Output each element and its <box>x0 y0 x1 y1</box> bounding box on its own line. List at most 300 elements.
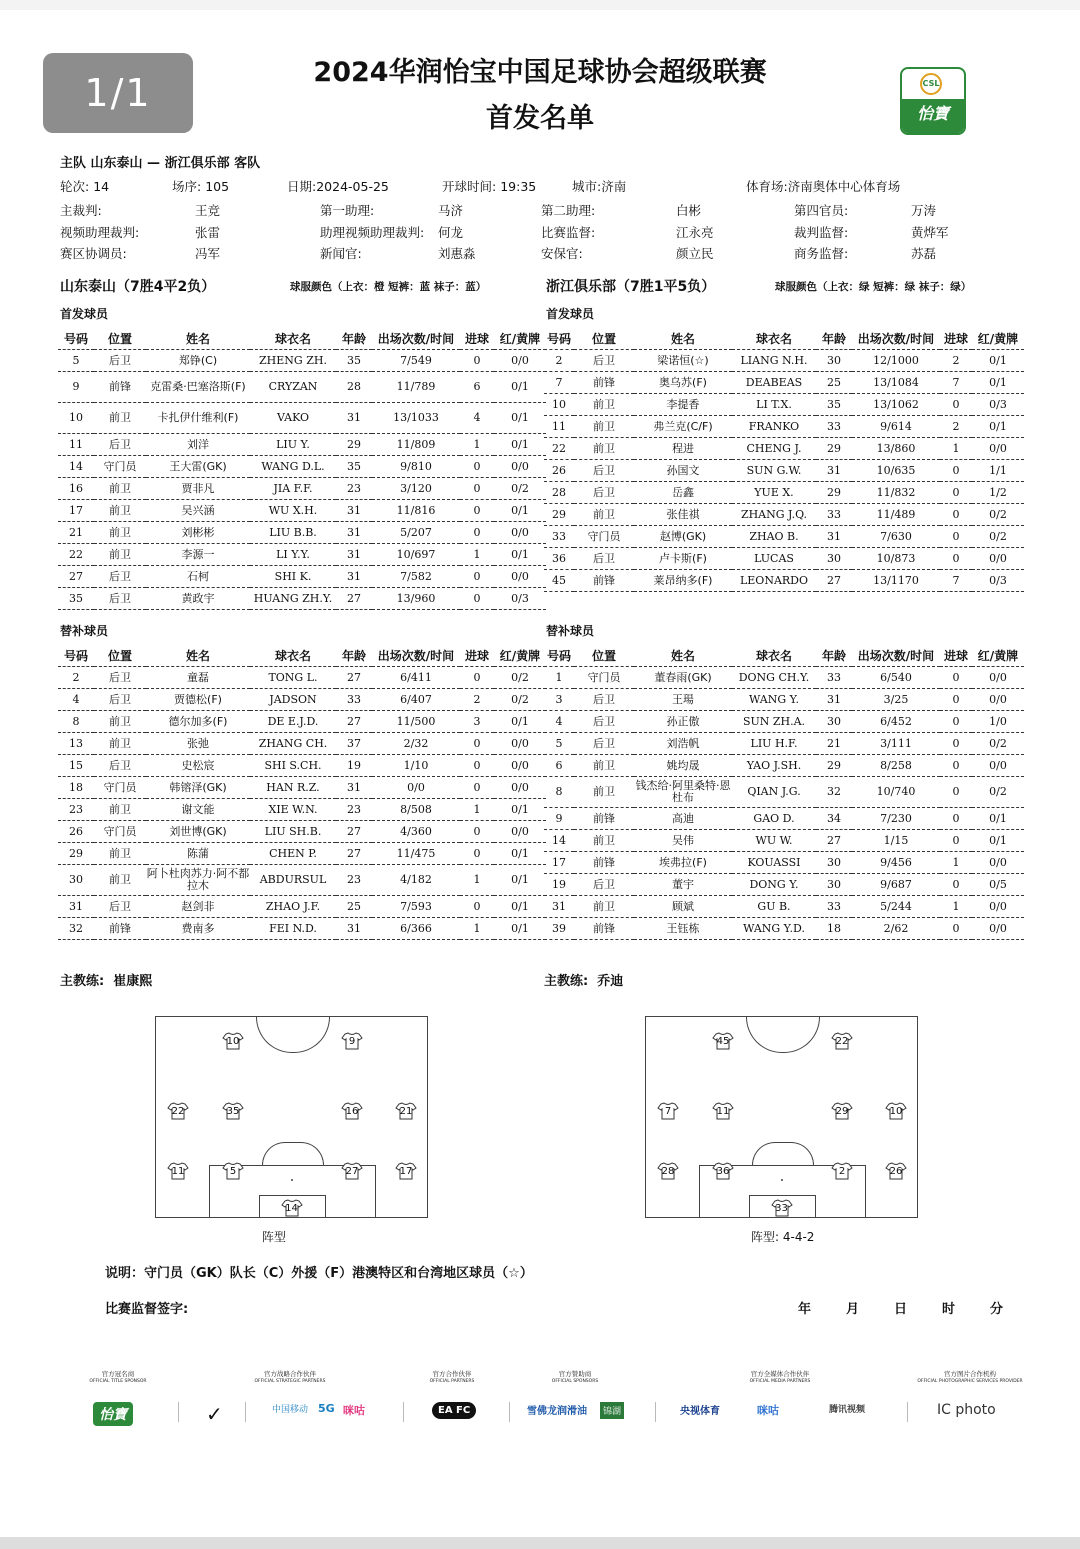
cell-age: 32 <box>816 777 852 808</box>
cell-cards: 0/0 <box>494 456 546 478</box>
table-row <box>544 711 1024 733</box>
column-header: 红/黄牌 <box>494 644 546 667</box>
table-row <box>544 350 1024 372</box>
player-shirt-icon <box>885 1162 907 1180</box>
sponsor-logo: 咪咕 <box>343 1404 365 1417</box>
table-row <box>544 394 1024 416</box>
player-shirt-number: 21 <box>399 1106 413 1117</box>
player-shirt-number: 11 <box>716 1106 730 1117</box>
player-shirt-number: 35 <box>226 1106 240 1117</box>
cell-position: 前卫 <box>574 777 634 808</box>
cell-position: 前锋 <box>574 372 634 394</box>
player-shirt-icon <box>222 1102 244 1120</box>
home-subs-heading: 替补球员 <box>60 624 109 638</box>
away-coach: 主教练: 乔迪 <box>544 974 624 989</box>
info-round: 轮次: 14 <box>60 179 110 194</box>
cell-apps: 5/244 <box>852 896 940 918</box>
cell-age: 34 <box>816 808 852 830</box>
sponsor-category <box>73 1370 163 1386</box>
player-shirt-icon <box>341 1162 363 1180</box>
column-header: 号码 <box>544 327 574 350</box>
cell-cards: 0/0 <box>972 896 1024 918</box>
cell-number: 9 <box>58 372 94 403</box>
column-header: 球衣名 <box>732 327 816 350</box>
cell-goals: 2 <box>940 350 972 372</box>
info-date: 日期:2024-05-25 <box>287 179 389 194</box>
cell-position: 守门员 <box>94 821 146 843</box>
csl-logo-wordmark: 怡寶 <box>902 99 964 133</box>
cell-shirt-name: TONG L. <box>250 667 336 689</box>
column-header: 位置 <box>574 327 634 350</box>
cell-goals: 1 <box>940 852 972 874</box>
cell-shirt-name: ABDURSUL <box>250 865 336 896</box>
cell-age: 31 <box>336 566 372 588</box>
official-label: 视频助理裁判: <box>60 225 140 240</box>
cell-age: 23 <box>336 865 372 896</box>
cell-cards: 0/2 <box>972 504 1024 526</box>
away-kit-colors: 球服颜色（上衣：绿 短裤：绿 袜子：绿） <box>775 281 972 293</box>
cell-position: 后卫 <box>94 689 146 711</box>
cell-age: 18 <box>816 918 852 940</box>
cell-number: 26 <box>58 821 94 843</box>
table-row <box>58 865 546 896</box>
cell-apps: 6/540 <box>852 667 940 689</box>
cell-position: 前卫 <box>574 394 634 416</box>
cell-goals: 0 <box>940 689 972 711</box>
cell-shirt-name: LI T.X. <box>732 394 816 416</box>
cell-goals: 0 <box>940 548 972 570</box>
sponsor-category <box>720 1370 840 1386</box>
cell-name: 德尔加多(F) <box>146 711 250 733</box>
cell-apps: 6/407 <box>372 689 460 711</box>
cell-number: 33 <box>544 526 574 548</box>
player-shirt-number: 45 <box>716 1036 730 1047</box>
official-name: 马济 <box>438 203 464 218</box>
cell-cards: 0/0 <box>494 733 546 755</box>
player-shirt-number: 33 <box>775 1203 788 1214</box>
table-row <box>544 874 1024 896</box>
cell-cards: 0/1 <box>972 350 1024 372</box>
cell-apps: 11/832 <box>852 482 940 504</box>
cell-goals: 0 <box>940 460 972 482</box>
cell-age: 33 <box>816 667 852 689</box>
sponsor-category <box>235 1370 345 1386</box>
cell-apps: 11/500 <box>372 711 460 733</box>
cell-goals: 0 <box>460 777 494 799</box>
player-shirt-number: 2 <box>838 1166 846 1177</box>
cell-number: 11 <box>58 434 94 456</box>
cell-age: 23 <box>336 478 372 500</box>
sponsor-divider <box>655 1402 656 1422</box>
column-header: 号码 <box>544 644 574 667</box>
cell-shirt-name: DEABEAS <box>732 372 816 394</box>
cell-position: 后卫 <box>574 874 634 896</box>
cell-goals: 0 <box>460 350 494 372</box>
sponsor-category-cn: 官方冠名商 <box>101 1370 135 1378</box>
cell-apps: 7/549 <box>372 350 460 372</box>
cell-name: 赵博(GK) <box>634 526 732 548</box>
cell-cards: 0/3 <box>494 588 546 610</box>
cell-name: 费南多 <box>146 918 250 940</box>
cell-name: 刘浩帆 <box>634 733 732 755</box>
player-shirt-icon <box>167 1102 189 1120</box>
cell-cards: 0/2 <box>494 667 546 689</box>
cell-name: 王瑒 <box>634 689 732 711</box>
cell-cards: 0/1 <box>494 896 546 918</box>
cell-apps: 1/10 <box>372 755 460 777</box>
cell-name: 韩镕泽(GK) <box>146 777 250 799</box>
cell-goals: 0 <box>940 711 972 733</box>
cell-goals: 0 <box>940 394 972 416</box>
cell-name: 童磊 <box>146 667 250 689</box>
sponsor-category-en: OFFICIAL SPONSORS <box>551 1379 599 1384</box>
cell-cards: 0/2 <box>972 777 1024 808</box>
table-row <box>58 500 546 522</box>
cell-position: 前锋 <box>574 570 634 592</box>
sponsor-divider <box>178 1402 179 1422</box>
table-row <box>544 416 1024 438</box>
sponsor-category-en: OFFICIAL PHOTOGRAPHIC SERVICES PROVIDER <box>917 1379 1023 1384</box>
table-row <box>544 438 1024 460</box>
cell-apps: 7/582 <box>372 566 460 588</box>
player-shirt-number: 11 <box>171 1166 185 1177</box>
cell-name: 高迪 <box>634 808 732 830</box>
cell-cards: 0/0 <box>494 522 546 544</box>
sponsor-category <box>412 1370 492 1386</box>
signature-label: 比赛监督签字: <box>105 1302 189 1317</box>
cell-position: 前卫 <box>94 733 146 755</box>
pitch-center-arc <box>256 1016 330 1053</box>
cell-apps: 3/120 <box>372 478 460 500</box>
cell-age: 27 <box>816 570 852 592</box>
cell-cards: 0/1 <box>972 830 1024 852</box>
cell-cards: 0/0 <box>972 548 1024 570</box>
official-label: 安保官: <box>541 246 583 261</box>
column-header: 号码 <box>58 644 94 667</box>
cell-age: 27 <box>816 830 852 852</box>
cell-name: 黄政宇 <box>146 588 250 610</box>
cell-age: 31 <box>336 403 372 434</box>
player-shirt-number: 16 <box>345 1106 359 1117</box>
cell-shirt-name: WANG Y.D. <box>732 918 816 940</box>
cell-goals: 0 <box>460 588 494 610</box>
cell-age: 30 <box>816 711 852 733</box>
table-row <box>58 522 546 544</box>
cell-goals: 2 <box>460 689 494 711</box>
table-row <box>58 434 546 456</box>
signature-month: 月 <box>846 1302 860 1317</box>
table-row <box>58 777 546 799</box>
player-shirt-number: 36 <box>716 1166 730 1177</box>
cell-number: 5 <box>544 733 574 755</box>
column-header: 出场次数/时间 <box>372 327 460 350</box>
sponsor-logo: 雪佛龙润滑油 <box>527 1406 587 1417</box>
cell-number: 22 <box>58 544 94 566</box>
cell-cards: 0/0 <box>972 918 1024 940</box>
cell-apps: 6/411 <box>372 667 460 689</box>
cell-name: 陈蒲 <box>146 843 250 865</box>
cell-number: 8 <box>58 711 94 733</box>
away-formation-pitch <box>645 1016 918 1218</box>
cell-apps: 11/789 <box>372 372 460 403</box>
cell-goals: 2 <box>940 416 972 438</box>
cell-number: 1 <box>544 667 574 689</box>
cell-shirt-name: HUANG ZH.Y. <box>250 588 336 610</box>
cell-number: 31 <box>544 896 574 918</box>
signature-minute: 分 <box>990 1302 1004 1317</box>
cell-cards: 0/0 <box>972 689 1024 711</box>
cell-cards: 0/1 <box>494 544 546 566</box>
cell-age: 29 <box>816 755 852 777</box>
cell-name: 石柯 <box>146 566 250 588</box>
cell-name: 李源一 <box>146 544 250 566</box>
cell-position: 前卫 <box>574 896 634 918</box>
cell-goals: 1 <box>940 438 972 460</box>
cell-apps: 9/687 <box>852 874 940 896</box>
official-label: 助理视频助理裁判: <box>320 225 425 240</box>
column-header: 姓名 <box>634 644 732 667</box>
home-team-record: 山东泰山（7胜4平2负） <box>60 279 216 295</box>
table-header-row <box>58 327 546 350</box>
cell-position: 后卫 <box>574 733 634 755</box>
cell-shirt-name: SHI S.CH. <box>250 755 336 777</box>
sponsor-logo: EA FC <box>432 1402 476 1419</box>
cell-shirt-name: SUN G.W. <box>732 460 816 482</box>
cell-apps: 10/873 <box>852 548 940 570</box>
sponsor-logo: 咪咕 <box>757 1404 779 1417</box>
cell-cards: 0/0 <box>494 755 546 777</box>
cell-cards: 0/0 <box>972 667 1024 689</box>
cell-position: 前卫 <box>94 843 146 865</box>
cell-age: 28 <box>336 372 372 403</box>
player-shirt-icon <box>771 1199 793 1217</box>
table-row <box>58 566 546 588</box>
cell-position: 前卫 <box>94 403 146 434</box>
cell-number: 21 <box>58 522 94 544</box>
cell-goals: 0 <box>460 522 494 544</box>
player-shirt-icon <box>167 1162 189 1180</box>
cell-name: 董宇 <box>634 874 732 896</box>
cell-apps: 9/614 <box>852 416 940 438</box>
cell-goals: 0 <box>940 830 972 852</box>
cell-age: 37 <box>336 733 372 755</box>
away-starters-heading: 首发球员 <box>546 307 595 321</box>
cell-number: 4 <box>544 711 574 733</box>
cell-number: 45 <box>544 570 574 592</box>
cell-position: 前卫 <box>94 711 146 733</box>
column-header: 进球 <box>460 644 494 667</box>
cell-apps: 1/15 <box>852 830 940 852</box>
away-subs-heading: 替补球员 <box>546 624 595 638</box>
player-shirt-icon <box>831 1032 853 1050</box>
cell-goals: 0 <box>940 733 972 755</box>
cell-apps: 13/1062 <box>852 394 940 416</box>
cell-number: 10 <box>544 394 574 416</box>
cell-goals: 0 <box>460 896 494 918</box>
cell-age: 31 <box>336 522 372 544</box>
cell-position: 后卫 <box>574 482 634 504</box>
home-starters-heading: 首发球员 <box>60 307 109 321</box>
cell-name: 王钰栋 <box>634 918 732 940</box>
cell-apps: 7/230 <box>852 808 940 830</box>
cell-age: 30 <box>816 852 852 874</box>
cell-apps: 11/475 <box>372 843 460 865</box>
column-header: 位置 <box>574 644 634 667</box>
player-shirt-number: 14 <box>285 1203 298 1214</box>
official-name: 万涛 <box>911 203 937 218</box>
cell-name: 岳鑫 <box>634 482 732 504</box>
cell-cards: 1/1 <box>972 460 1024 482</box>
table-row <box>544 689 1024 711</box>
cell-shirt-name: YUE X. <box>732 482 816 504</box>
official-name: 白彬 <box>676 203 702 218</box>
cell-age: 31 <box>816 460 852 482</box>
cell-goals: 0 <box>460 843 494 865</box>
table-row <box>544 755 1024 777</box>
cell-shirt-name: SHI K. <box>250 566 336 588</box>
cell-cards: 0/2 <box>972 733 1024 755</box>
cell-cards: 1/2 <box>972 482 1024 504</box>
cell-shirt-name: LEONARDO <box>732 570 816 592</box>
cell-cards: 0/0 <box>494 566 546 588</box>
cell-shirt-name: ZHAO B. <box>732 526 816 548</box>
table-row <box>544 482 1024 504</box>
cell-apps: 7/593 <box>372 896 460 918</box>
cell-position: 后卫 <box>574 711 634 733</box>
cell-apps: 7/630 <box>852 526 940 548</box>
column-header: 年龄 <box>816 644 852 667</box>
cell-cards: 0/2 <box>494 478 546 500</box>
cell-cards: 0/0 <box>972 852 1024 874</box>
cell-shirt-name: FRANKO <box>732 416 816 438</box>
cell-number: 35 <box>58 588 94 610</box>
sponsor-category <box>900 1370 1040 1386</box>
cell-apps: 6/366 <box>372 918 460 940</box>
match-line: 主队 山东泰山 — 浙江俱乐部 客队 <box>60 156 261 171</box>
cell-name: 梁诺恒(☆) <box>634 350 732 372</box>
player-shirt-icon <box>831 1162 853 1180</box>
cell-name: 张佳祺 <box>634 504 732 526</box>
cell-name: 钱杰给·阿里桑特·恩杜布 <box>634 777 732 808</box>
cell-name: 刘洋 <box>146 434 250 456</box>
cell-apps: 12/1000 <box>852 350 940 372</box>
official-name: 黄烨军 <box>911 225 949 240</box>
pitch-penalty-arc <box>262 1142 324 1165</box>
cell-shirt-name: JIA F.F. <box>250 478 336 500</box>
cell-position: 前锋 <box>574 852 634 874</box>
player-shirt-icon <box>222 1162 244 1180</box>
cell-apps: 3/111 <box>852 733 940 755</box>
cell-apps: 8/258 <box>852 755 940 777</box>
cell-apps: 13/860 <box>852 438 940 460</box>
player-shirt-number: 10 <box>889 1106 903 1117</box>
cell-number: 29 <box>58 843 94 865</box>
table-header-row <box>544 644 1024 667</box>
cell-position: 前卫 <box>574 416 634 438</box>
table-row <box>58 821 546 843</box>
cell-position: 后卫 <box>574 548 634 570</box>
home-starters-table <box>58 327 546 610</box>
pitch-penalty-spot <box>291 1179 293 1181</box>
player-shirt-number: 29 <box>835 1106 849 1117</box>
cell-name: 刘彬彬 <box>146 522 250 544</box>
cell-apps: 2/32 <box>372 733 460 755</box>
official-name: 冯军 <box>195 246 221 261</box>
cell-shirt-name: GAO D. <box>732 808 816 830</box>
sponsor-category-en: OFFICIAL STRATEGIC PARTNERS <box>254 1379 326 1384</box>
official-name: 张雷 <box>195 225 221 240</box>
cell-age: 23 <box>336 799 372 821</box>
cell-number: 29 <box>544 504 574 526</box>
cell-age: 29 <box>816 482 852 504</box>
cell-shirt-name: FEI N.D. <box>250 918 336 940</box>
cell-number: 6 <box>544 755 574 777</box>
cell-position: 前卫 <box>574 504 634 526</box>
cell-goals: 1 <box>460 544 494 566</box>
cell-name: 顾斌 <box>634 896 732 918</box>
away-team-record: 浙江俱乐部（7胜1平5负） <box>546 279 716 295</box>
away-starters-table <box>544 327 1024 592</box>
official-name: 苏磊 <box>911 246 937 261</box>
cell-age: 29 <box>816 438 852 460</box>
cell-apps: 13/1170 <box>852 570 940 592</box>
cell-cards: 0/0 <box>972 755 1024 777</box>
cell-number: 30 <box>58 865 94 896</box>
player-shirt-icon <box>395 1102 417 1120</box>
cell-position: 前锋 <box>94 918 146 940</box>
cell-goals: 0 <box>460 755 494 777</box>
home-formation-label: 阵型 <box>262 1230 287 1244</box>
player-shirt-number: 26 <box>889 1166 903 1177</box>
official-label: 第二助理: <box>541 203 596 218</box>
cell-age: 35 <box>336 456 372 478</box>
table-row <box>544 830 1024 852</box>
info-stadium: 体育场:济南奥体中心体育场 <box>746 179 901 194</box>
cell-position: 后卫 <box>94 350 146 372</box>
cell-age: 33 <box>816 504 852 526</box>
cell-age: 31 <box>336 544 372 566</box>
cell-shirt-name: WU X.H. <box>250 500 336 522</box>
cell-shirt-name: JADSON <box>250 689 336 711</box>
cell-name: 刘世博(GK) <box>146 821 250 843</box>
cell-position: 前锋 <box>94 372 146 403</box>
cell-apps: 0/0 <box>372 777 460 799</box>
cell-goals: 0 <box>940 667 972 689</box>
cell-goals: 0 <box>460 667 494 689</box>
cell-shirt-name: ZHANG J.Q. <box>732 504 816 526</box>
cell-number: 18 <box>58 777 94 799</box>
cell-apps: 13/1033 <box>372 403 460 434</box>
cell-name: 阿卜杜肉苏力·阿不都拉木 <box>146 865 250 896</box>
cell-cards: 0/2 <box>494 689 546 711</box>
csl-logo-badge: CSL <box>920 73 942 95</box>
table-row <box>544 548 1024 570</box>
cell-number: 28 <box>544 482 574 504</box>
sponsor-category-en: OFFICIAL PARTNERS <box>429 1379 475 1384</box>
cell-goals: 0 <box>460 500 494 522</box>
cell-age: 30 <box>816 548 852 570</box>
official-name: 颜立民 <box>676 246 714 261</box>
sponsor-category-cn: 官方赞助商 <box>558 1370 592 1378</box>
official-name: 何龙 <box>438 225 464 240</box>
cell-cards: 0/1 <box>494 372 546 403</box>
cell-position: 前卫 <box>94 799 146 821</box>
table-row <box>544 667 1024 689</box>
column-header: 球衣名 <box>250 327 336 350</box>
column-header: 号码 <box>58 327 94 350</box>
cell-position: 前锋 <box>574 808 634 830</box>
column-header: 姓名 <box>146 644 250 667</box>
